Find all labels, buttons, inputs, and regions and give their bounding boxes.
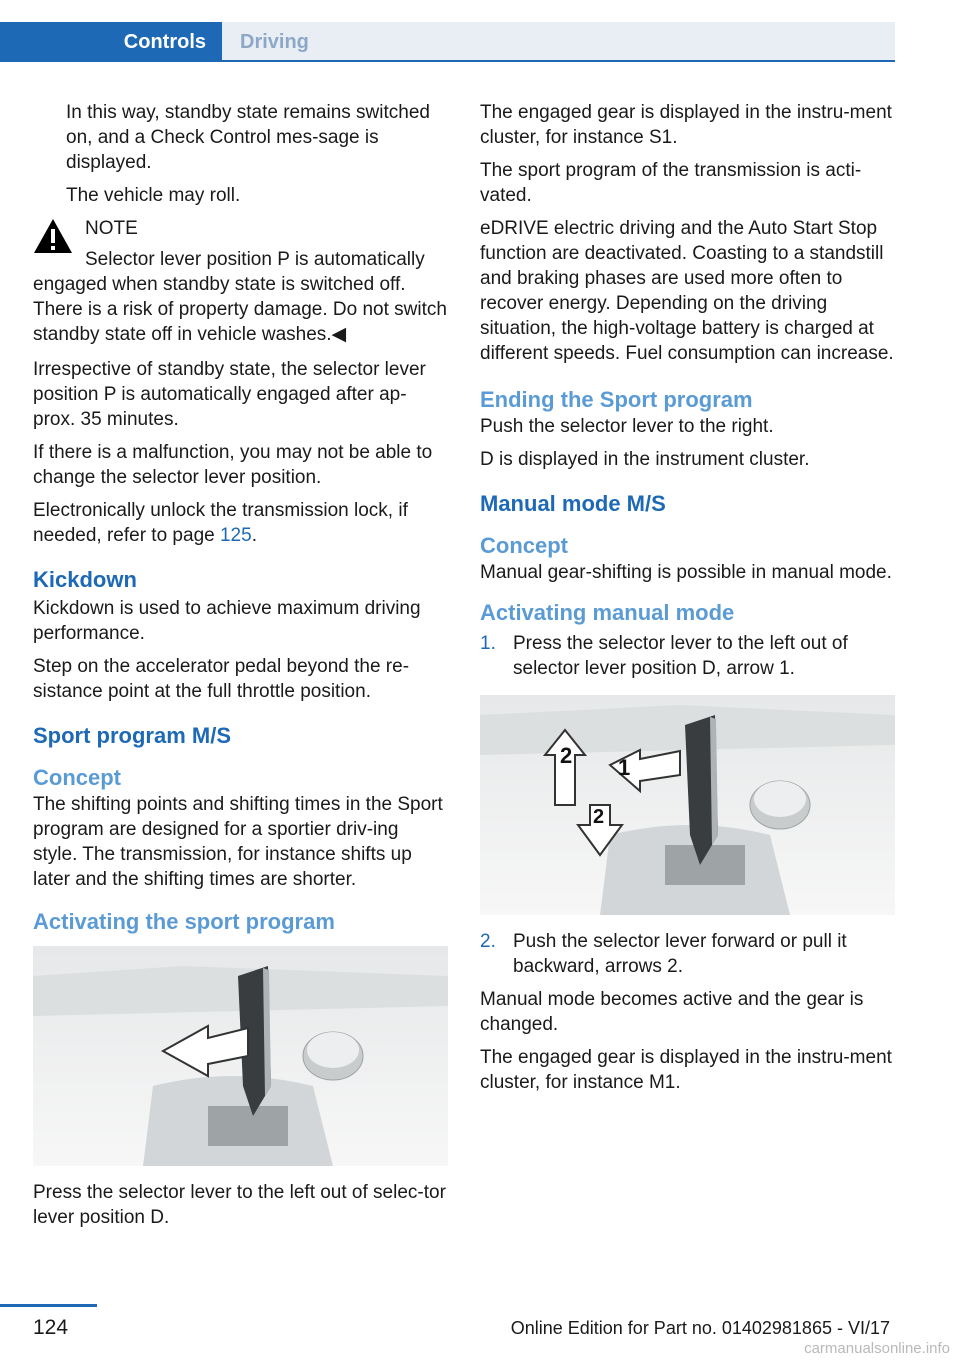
heading-manual-mode: Manual mode M/S [480,491,666,516]
paragraph: The vehicle may roll. [66,185,241,206]
text: . [251,525,257,546]
paragraph: The sport program of the transmission is acti‐vated. [480,160,862,206]
heading-concept: Concept [33,765,121,790]
note-body: Selector lever position P is automatically engaged when standby state is switched off. There is a risk of property damage. Do not switch standby state off in vehicle washes.◀ [33,249,447,345]
paragraph: Irrespective of standby state, the selector lever position P is automatically engaged after ap‐prox. 35 minutes. [33,359,426,430]
paragraph: Manual mode becomes active and the gear is changed. [480,989,864,1035]
steps-list [480,631,895,681]
page-reference-link[interactable]: 125 [219,525,252,546]
paragraph: The engaged gear is displayed in the instru‐ment cluster, for instance S1. [480,102,892,148]
warning-icon [33,218,73,254]
heading-sport-program: Sport program M/S [33,723,232,748]
step-text: Push the selector lever forward or pull it backward, arrows 2. [513,931,847,977]
paragraph: The engaged gear is displayed in the instru‐ment cluster, for instance M1. [480,1047,892,1093]
heading-ending-sport: Ending the Sport program [480,387,753,412]
paragraph [33,498,448,548]
paragraph: eDRIVE electric driving and the Auto Start Stop function are deactivated. Coasting to a standstill and braking phases are used more often to recover energy. Depending on the driving situation, the high-voltage battery is charged at different speeds. Fuel consumption can increase. [480,218,894,364]
step-text: Press the selector lever to the left out of selector lever position D, arrow 1. [513,633,848,679]
step-number: 2. [480,931,496,952]
heading-concept: Concept [480,533,568,558]
step-number: 1. [480,633,496,654]
selector-lever-figure [33,946,448,1166]
paragraph: If there is a malfunction, you may not be able to change the selector lever position. [33,442,433,488]
heading-activating-manual: Activating manual mode [480,600,735,625]
paragraph: In this way, standby state remains switched on, and a Check Control mes‐sage is displayed. [66,102,430,173]
arrow-label: 2 [560,743,573,768]
paragraph: Push the selector lever to the right. [480,416,774,437]
paragraph: Kickdown is used to achieve maximum driving performance. [33,598,421,644]
list-item [480,929,895,979]
edition-text: Online Edition for Part no. 01402981865 - VI/17 [510,1318,890,1338]
manual-mode-figure [480,695,895,915]
page-number: 124 [33,1316,69,1339]
paragraph: The shifting points and shifting times in the Sport program are designed for a sportier driv‐ing style. The transmission, for instance shifts up later and the shifting times are shorter. [33,794,443,890]
paragraph: Manual gear-shifting is possible in manual mode. [480,562,892,583]
selector-lever-illustration [33,946,448,1166]
arrow-label: 2 [593,806,605,828]
paragraph: Step on the accelerator pedal beyond the re‐sistance point at the full throttle position. [33,656,410,702]
note-box [33,216,448,347]
tab-controls[interactable]: Controls [0,22,222,62]
arrow-label: 1 [618,755,631,780]
note-title: NOTE [85,218,138,239]
chapter-header [0,0,895,64]
heading-kickdown: Kickdown [33,567,137,592]
watermark: carmanualsonline.info [804,1340,950,1357]
header-rule [222,60,895,62]
tab-driving[interactable]: Driving [222,22,895,62]
paragraph: D is displayed in the instrument cluster. [480,449,810,470]
left-column [33,100,448,1238]
heading-activating-sport: Activating the sport program [33,909,335,934]
paragraph: Press the selector lever to the left out of selec‐tor lever position D. [33,1182,446,1228]
footer-rule [0,1304,97,1307]
steps-list [480,929,895,979]
list-item [480,631,895,681]
right-column [480,100,895,1103]
text: Electronically unlock the transmission lock, if needed, refer to page [33,500,408,546]
manual-mode-illustration [480,695,895,915]
